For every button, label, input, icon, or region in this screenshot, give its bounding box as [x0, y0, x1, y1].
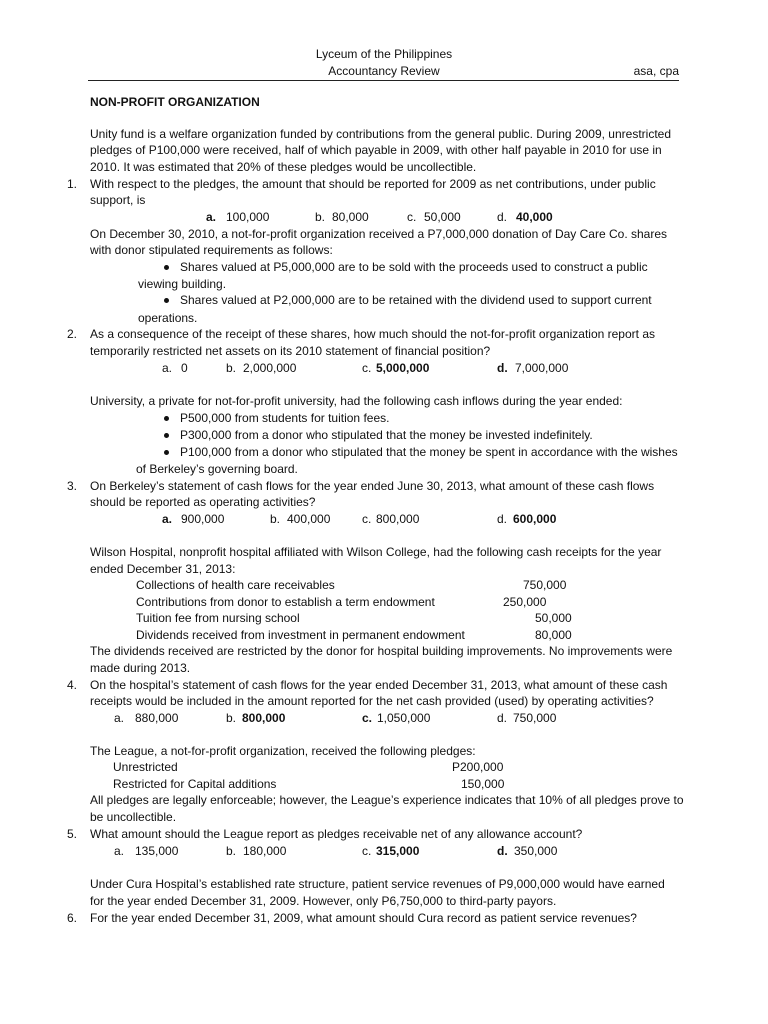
league-intro: The League, a not-for-profit organization, received the following pledges: — [90, 744, 476, 758]
q1-choice-d-letter: d. — [497, 210, 508, 224]
q5-choice-c-value: 315,000 — [376, 844, 420, 858]
q4-choice-a-letter: a. — [114, 711, 125, 725]
question-1-line-1: With respect to the pledges, the amount that should be reported for 2009 as net contributions, under public — [90, 177, 656, 191]
receipt-row-3-amount: 50,000 — [535, 611, 572, 625]
q5-choice-b-letter: b. — [226, 844, 237, 858]
q3-choice-c-value: 800,000 — [376, 512, 420, 526]
university-bullet-1: P500,000 from students for tuition fees. — [180, 411, 390, 425]
q1-choice-b-letter: b. — [315, 210, 326, 224]
q2-choice-d-value: 7,000,000 — [515, 361, 569, 375]
q2-choice-d-letter: d. — [497, 361, 508, 375]
question-number-4: 4. — [67, 678, 78, 692]
question-3-line-2: should be reported as operating activities? — [90, 495, 316, 509]
question-4-line-1: On the hospital’s statement of cash flows for the year ended December 31, 2013, what amount of these cash — [90, 678, 668, 692]
university-bullet-2: P300,000 from a donor who stipulated that the money be invested indefinitely. — [180, 428, 593, 442]
q5-choice-b-value: 180,000 — [243, 844, 287, 858]
question-4-line-2: receipts would be included in the amount reported for the net cash provided (used) by operating activities? — [90, 694, 654, 708]
pledge-row-2-label: Restricted for Capital additions — [113, 777, 277, 791]
q4-choice-a-value: 880,000 — [135, 711, 179, 725]
q5-choice-c-letter: c. — [362, 844, 372, 858]
q3-choice-a-value: 900,000 — [181, 512, 225, 526]
q2-choice-b-letter: b. — [226, 361, 237, 375]
q4-choice-b-value: 800,000 — [242, 711, 286, 725]
q1-choice-a-value: 100,000 — [226, 210, 270, 224]
q3-choice-d-letter: d. — [497, 512, 508, 526]
hospital-note-line-2: made during 2013. — [90, 661, 191, 675]
q3-choice-d-value: 600,000 — [513, 512, 557, 526]
q3-choice-b-letter: b. — [270, 512, 281, 526]
bullet-icon — [164, 450, 169, 455]
cura-intro-line-1: Under Cura Hospital’s established rate structure, patient service revenues of P9,000,000 would have earned — [90, 877, 665, 891]
shares-bullet-1-line-1: Shares valued at P5,000,000 are to be sold with the proceeds used to construct a public — [180, 260, 648, 274]
question-3-line-1: On Berkeley’s statement of cash flows for the year ended June 30, 2013, what amount of these cash flows — [90, 479, 655, 493]
university-bullet-3-line-1: P100,000 from a donor who stipulated that the money be spent in accordance with the wishes — [180, 445, 678, 459]
section-title: NON-PROFIT ORGANIZATION — [90, 95, 260, 109]
q5-choice-d-value: 350,000 — [514, 844, 558, 858]
hospital-intro-line-1: Wilson Hospital, nonprofit hospital affiliated with Wilson College, had the following cash receipts for the year — [90, 545, 662, 559]
question-number-2: 2. — [67, 327, 78, 341]
hospital-intro-line-2: ended December 31, 2013: — [90, 562, 236, 576]
header-school: Lyceum of the Philippines — [315, 47, 453, 61]
question-number-1: 1. — [67, 177, 78, 191]
receipt-row-4-label: Dividends received from investment in permanent endowment — [136, 628, 465, 642]
receipt-row-2-label: Contributions from donor to establish a term endowment — [136, 595, 435, 609]
q4-choice-c-letter: c. — [362, 711, 373, 725]
pledge-row-1-label: Unrestricted — [113, 760, 178, 774]
question-1-line-2: support, is — [90, 193, 146, 207]
q4-choice-d-value: 750,000 — [513, 711, 557, 725]
q3-choice-a-letter: a. — [162, 512, 173, 526]
q2-choice-c-letter: c. — [362, 361, 372, 375]
university-intro: University, a private for not-for-profit university, had the following cash inflows during the year ended: — [90, 394, 623, 408]
q5-choice-a-value: 135,000 — [135, 844, 179, 858]
unity-intro-line-2: pledges of P100,000 were received, half of which payable in 2009, with other half payable in 2010 for use in — [90, 143, 662, 157]
q2-choice-b-value: 2,000,000 — [243, 361, 297, 375]
bullet-icon — [164, 265, 169, 270]
header-author: asa, cpa — [633, 64, 679, 78]
q5-choice-a-letter: a. — [114, 844, 125, 858]
pledge-row-2-amount: 150,000 — [461, 777, 505, 791]
question-5: What amount should the League report as pledges receivable net of any allowance account? — [90, 827, 583, 841]
hospital-note-line-1: The dividends received are restricted by the donor for hospital building improvements. No improvements were — [90, 644, 673, 658]
league-note-line-1: All pledges are legally enforceable; however, the League’s experience indicates that 10% of all pledges prove to — [90, 793, 684, 807]
q1-choice-a-letter: a. — [206, 210, 217, 224]
receipt-row-3-label: Tuition fee from nursing school — [136, 611, 300, 625]
q5-choice-d-letter: d. — [497, 844, 508, 858]
pledge-row-1-amount: P200,000 — [452, 760, 504, 774]
question-2-line-1: As a consequence of the receipt of these shares, how much should the not-for-profit organization report as — [90, 327, 655, 341]
question-number-6: 6. — [67, 911, 78, 925]
q3-choice-b-value: 400,000 — [287, 512, 331, 526]
university-bullet-3-line-2: of Berkeley’s governing board. — [136, 462, 298, 476]
header-rule — [88, 80, 679, 81]
shares-bullet-2-line-1: Shares valued at P2,000,000 are to be retained with the dividend used to support current — [180, 293, 652, 307]
question-2-line-2: temporarily restricted net assets on its 2010 statement of financial position? — [90, 344, 491, 358]
bullet-icon — [164, 433, 169, 438]
unity-intro-line-3: 2010. It was estimated that 20% of these pledges would be uncollectible. — [90, 160, 477, 174]
receipt-row-1-label: Collections of health care receivables — [136, 578, 335, 592]
q2-choice-a-letter: a. — [162, 361, 173, 375]
receipt-row-2-amount: 250,000 — [503, 595, 547, 609]
q3-choice-c-letter: c. — [362, 512, 372, 526]
q2-choice-c-value: 5,000,000 — [376, 361, 430, 375]
q4-choice-d-letter: d. — [497, 711, 508, 725]
shares-bullet-1-line-2: viewing building. — [138, 277, 227, 291]
question-number-5: 5. — [67, 827, 78, 841]
receipt-row-4-amount: 80,000 — [535, 628, 572, 642]
q1-choice-c-value: 50,000 — [424, 210, 461, 224]
q2-choice-a-value: 0 — [181, 361, 188, 375]
receipt-row-1-amount: 750,000 — [523, 578, 567, 592]
shares-intro-line-1: On December 30, 2010, a not-for-profit organization received a P7,000,000 donation of Day Care Co. shares — [90, 227, 668, 241]
league-note-line-2: be uncollectible. — [90, 810, 177, 824]
question-number-3: 3. — [67, 479, 78, 493]
q1-choice-b-value: 80,000 — [332, 210, 369, 224]
shares-intro-line-2: with donor stipulated requirements as follows: — [90, 243, 333, 257]
q1-choice-c-letter: c. — [407, 210, 417, 224]
q4-choice-b-letter: b. — [226, 711, 237, 725]
bullet-icon — [164, 298, 169, 303]
header-course: Accountancy Review — [328, 64, 440, 78]
q4-choice-c-value: 1,050,000 — [377, 711, 431, 725]
shares-bullet-2-line-2: operations. — [138, 311, 198, 325]
bullet-icon — [164, 416, 169, 421]
q1-choice-d-value: 40,000 — [516, 210, 553, 224]
unity-intro-line-1: Unity fund is a welfare organization funded by contributions from the general public. During 2009, unrestricted — [90, 127, 671, 141]
cura-intro-line-2: for the year ended December 31, 2009. However, only P6,750,000 to third-party payors. — [90, 894, 557, 908]
question-6: For the year ended December 31, 2009, what amount should Cura record as patient service revenues? — [90, 911, 637, 925]
